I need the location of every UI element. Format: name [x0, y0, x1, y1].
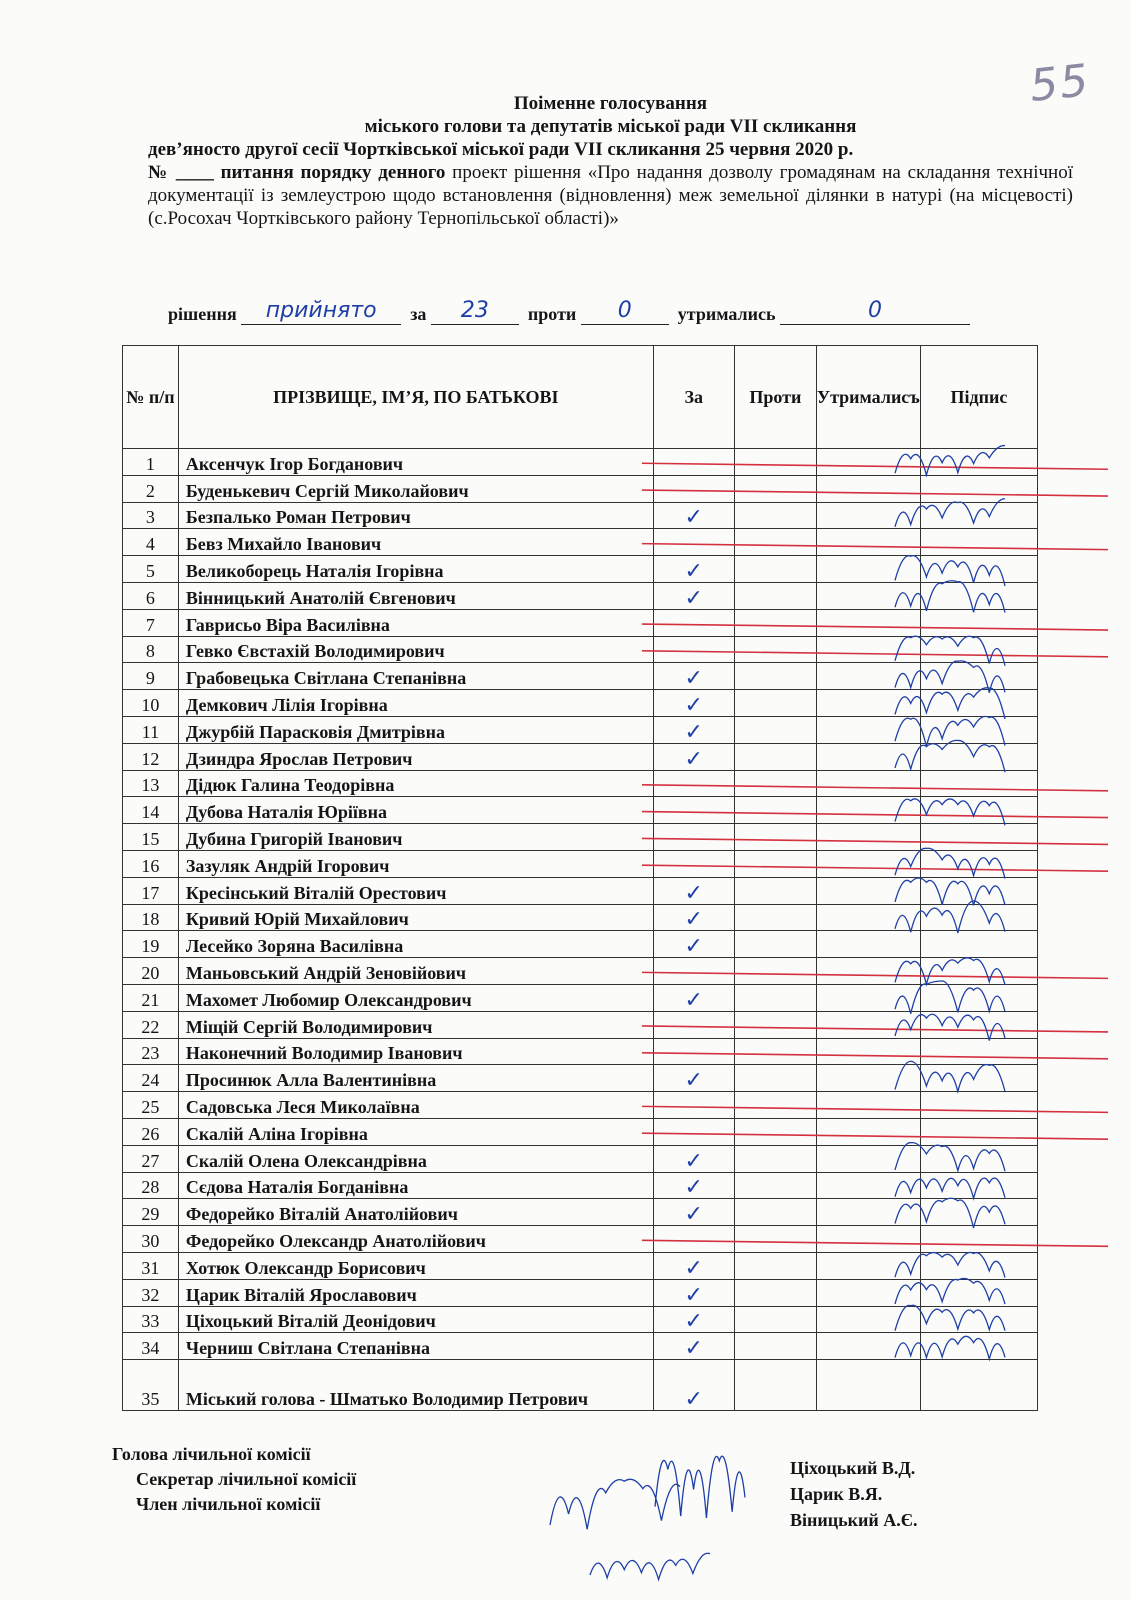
- vote-for-mark: [653, 636, 734, 663]
- signature-cell: [920, 449, 1037, 476]
- member-name: Зазуляк Андрій Ігорович: [178, 850, 653, 877]
- vote-against-cell: [734, 502, 816, 529]
- row-number: 32: [123, 1279, 179, 1306]
- row-number: 33: [123, 1306, 179, 1333]
- vote-abstained-cell: [816, 1065, 920, 1092]
- vote-against-cell: [734, 1145, 816, 1172]
- vote-for-mark: [653, 1038, 734, 1065]
- vote-for-mark: ✓: [653, 984, 734, 1011]
- signature-cell: [920, 850, 1037, 877]
- row-number: 9: [123, 663, 179, 690]
- vote-for-mark: ✓: [653, 1333, 734, 1360]
- table-row: [123, 770, 1038, 797]
- member-name: Скалій Олена Олександрівна: [178, 1145, 653, 1172]
- vote-abstained-cell: [816, 1226, 920, 1253]
- signature-cell: [920, 690, 1037, 717]
- member-name: Махомет Любомир Олександрович: [178, 984, 653, 1011]
- signature-cell: [920, 1172, 1037, 1199]
- abstained-label: утримались: [677, 304, 776, 324]
- table-row: [123, 1306, 1038, 1333]
- signature-cell: [920, 1226, 1037, 1253]
- table-row: [123, 716, 1038, 743]
- vote-against-cell: [734, 556, 816, 583]
- signature-cell: [920, 904, 1037, 931]
- page-number: 55: [1027, 55, 1093, 112]
- row-number: 14: [123, 797, 179, 824]
- heading-agenda-item: [148, 161, 1073, 230]
- row-number: 10: [123, 690, 179, 717]
- vote-for-mark: ✓: [653, 582, 734, 609]
- vote-abstained-cell: [816, 984, 920, 1011]
- vote-for-mark: ✓: [653, 1199, 734, 1226]
- table-row: [123, 529, 1038, 556]
- commission-signature-scribble: [655, 1456, 745, 1518]
- vote-against-cell: [734, 904, 816, 931]
- roll-call-table: [122, 345, 1038, 1411]
- row-number: 20: [123, 958, 179, 985]
- commission-chair-label: Голова лічильної комісії: [112, 1444, 311, 1464]
- commission-chair-name: Ціхоцький В.Д.: [790, 1458, 916, 1478]
- counting-commission: [112, 1442, 356, 1517]
- member-name: Аксенчук Ігор Богданович: [178, 449, 653, 476]
- vote-for-mark: [653, 1011, 734, 1038]
- vote-abstained-cell: [816, 1172, 920, 1199]
- commission-member-label: Член лічильної комісії: [136, 1494, 321, 1514]
- vote-for-mark: ✓: [653, 690, 734, 717]
- vote-against-cell: [734, 1011, 816, 1038]
- commission-names: [790, 1455, 917, 1533]
- signature-cell: [920, 1279, 1037, 1306]
- table-row: [123, 609, 1038, 636]
- member-name: Дубова Наталія Юріївна: [178, 797, 653, 824]
- signature-cell: [920, 529, 1037, 556]
- commission-member-name: Віницький А.Є.: [790, 1510, 918, 1530]
- vote-abstained-cell: [816, 824, 920, 851]
- row-number: 15: [123, 824, 179, 851]
- member-name: Джурбій Парасковія Дмитрівна: [178, 716, 653, 743]
- member-name: Хотюк Олександр Борисович: [178, 1252, 653, 1279]
- vote-abstained-cell: [816, 958, 920, 985]
- commission-secretary-label: Секретар лічильної комісії: [136, 1469, 357, 1489]
- signature-cell: [920, 1011, 1037, 1038]
- vote-abstained-cell: [816, 1092, 920, 1119]
- table-row: [123, 663, 1038, 690]
- vote-against-cell: [734, 475, 816, 502]
- vote-abstained-cell: [816, 743, 920, 770]
- vote-for-mark: [653, 449, 734, 476]
- member-name: Скалій Аліна Ігорівна: [178, 1118, 653, 1145]
- vote-abstained-cell: [816, 1145, 920, 1172]
- row-number: 27: [123, 1145, 179, 1172]
- decision-value: прийнято: [241, 300, 401, 325]
- table-row: [123, 1011, 1038, 1038]
- member-name: Бевз Михайло Іванович: [178, 529, 653, 556]
- signature-cell: [920, 797, 1037, 824]
- vote-for-mark: [653, 529, 734, 556]
- vote-abstained-cell: [816, 582, 920, 609]
- vote-abstained-cell: [816, 663, 920, 690]
- vote-against-cell: [734, 877, 816, 904]
- signature-cell: [920, 1333, 1037, 1360]
- table-row: [123, 690, 1038, 717]
- vote-against-cell: [734, 797, 816, 824]
- heading-line-2: міського голови та депутатів міської ради VII скликання: [364, 116, 857, 137]
- table-row: [123, 797, 1038, 824]
- vote-for-mark: ✓: [653, 556, 734, 583]
- vote-abstained-cell: [816, 690, 920, 717]
- table-row: [123, 984, 1038, 1011]
- vote-against-cell: [734, 1252, 816, 1279]
- table-row: [123, 582, 1038, 609]
- member-name: Демкович Лілія Ігорівна: [178, 690, 653, 717]
- signature-cell: [920, 1252, 1037, 1279]
- vote-against-cell: [734, 850, 816, 877]
- signature-cell: [920, 716, 1037, 743]
- table-header-row: [123, 346, 1038, 449]
- member-name: Лесейко Зоряна Василівна: [178, 931, 653, 958]
- vote-against-cell: [734, 1306, 816, 1333]
- vote-against-cell: [734, 609, 816, 636]
- row-number: 4: [123, 529, 179, 556]
- vote-abstained-cell: [816, 1199, 920, 1226]
- vote-abstained-cell: [816, 850, 920, 877]
- vote-for-mark: [653, 1092, 734, 1119]
- vote-against-cell: [734, 636, 816, 663]
- signature-cell: [920, 582, 1037, 609]
- heading-agenda-prefix: № ____ питання порядку денного: [148, 162, 446, 183]
- signature-cell: [920, 984, 1037, 1011]
- table-row: [123, 743, 1038, 770]
- table-row: [123, 502, 1038, 529]
- vote-abstained-cell: [816, 1011, 920, 1038]
- vote-abstained-cell: [816, 636, 920, 663]
- vote-against-cell: [734, 582, 816, 609]
- signature-cell: [920, 770, 1037, 797]
- signature-cell: [920, 1360, 1037, 1411]
- member-name: Дідюк Галина Теодорівна: [178, 770, 653, 797]
- vote-for-mark: ✓: [653, 1360, 734, 1411]
- table-row: [123, 850, 1038, 877]
- table-row: [123, 904, 1038, 931]
- vote-for-mark: ✓: [653, 1065, 734, 1092]
- signature-cell: [920, 824, 1037, 851]
- member-name: Великоборець Наталія Ігорівна: [178, 556, 653, 583]
- table-row: [123, 1145, 1038, 1172]
- for-count: 23: [431, 300, 519, 325]
- table-row: [123, 1333, 1038, 1360]
- row-number: 5: [123, 556, 179, 583]
- row-number: 24: [123, 1065, 179, 1092]
- vote-against-cell: [734, 931, 816, 958]
- header-against: Проти: [734, 346, 816, 449]
- vote-for-mark: ✓: [653, 716, 734, 743]
- against-count: 0: [581, 300, 669, 325]
- vote-abstained-cell: [816, 609, 920, 636]
- member-name: Вінницький Анатолій Євгенович: [178, 582, 653, 609]
- vote-against-cell: [734, 690, 816, 717]
- vote-for-mark: ✓: [653, 1279, 734, 1306]
- vote-against-cell: [734, 743, 816, 770]
- vote-abstained-cell: [816, 1333, 920, 1360]
- signature-cell: [920, 1145, 1037, 1172]
- vote-against-cell: [734, 529, 816, 556]
- row-number: 26: [123, 1118, 179, 1145]
- row-number: 11: [123, 716, 179, 743]
- vote-for-mark: [653, 609, 734, 636]
- member-name: Просинюк Алла Валентинівна: [178, 1065, 653, 1092]
- vote-abstained-cell: [816, 556, 920, 583]
- vote-abstained-cell: [816, 529, 920, 556]
- row-number: 16: [123, 850, 179, 877]
- vote-against-cell: [734, 770, 816, 797]
- table-row: [123, 1038, 1038, 1065]
- member-name: Гаврисьо Віра Василівна: [178, 609, 653, 636]
- vote-against-cell: [734, 1360, 816, 1411]
- row-number: 19: [123, 931, 179, 958]
- vote-abstained-cell: [816, 1279, 920, 1306]
- against-label: проти: [527, 304, 577, 324]
- row-number: 22: [123, 1011, 179, 1038]
- vote-for-mark: [653, 797, 734, 824]
- table-row: [123, 1118, 1038, 1145]
- vote-for-mark: [653, 824, 734, 851]
- commission-signature-scribble: [550, 1479, 680, 1529]
- signature-cell: [920, 1306, 1037, 1333]
- header-abstained: Утрималисъ: [816, 346, 920, 449]
- vote-against-cell: [734, 958, 816, 985]
- vote-abstained-cell: [816, 1306, 920, 1333]
- member-name: Безпалько Роман Петрович: [178, 502, 653, 529]
- vote-against-cell: [734, 1065, 816, 1092]
- row-number: 1: [123, 449, 179, 476]
- vote-abstained-cell: [816, 1118, 920, 1145]
- signature-cell: [920, 609, 1037, 636]
- row-number: 21: [123, 984, 179, 1011]
- row-number: 8: [123, 636, 179, 663]
- vote-abstained-cell: [816, 1038, 920, 1065]
- row-number: 25: [123, 1092, 179, 1119]
- heading-line-1: Поіменне голосування: [513, 93, 708, 114]
- signature-cell: [920, 475, 1037, 502]
- table-row: [123, 877, 1038, 904]
- heading-line-3: дев’яносто другої сесії Чортківської міської ради VII скликання 25 червня 2020 р.: [148, 139, 854, 160]
- header-num: № п/п: [123, 346, 179, 449]
- table-row: [123, 1252, 1038, 1279]
- row-number: 13: [123, 770, 179, 797]
- header-signature: Підпис: [920, 346, 1037, 449]
- abstained-count: 0: [780, 300, 970, 325]
- member-name: Царик Віталій Ярославович: [178, 1279, 653, 1306]
- member-name: Гевко Євстахій Володимирович: [178, 636, 653, 663]
- vote-against-cell: [734, 1172, 816, 1199]
- row-number: 34: [123, 1333, 179, 1360]
- row-number: 29: [123, 1199, 179, 1226]
- for-label: за: [410, 304, 427, 324]
- member-name: Ціхоцький Віталій Деонідович: [178, 1306, 653, 1333]
- vote-for-mark: ✓: [653, 663, 734, 690]
- member-name: Дзиндра Ярослав Петрович: [178, 743, 653, 770]
- signature-cell: [920, 1065, 1037, 1092]
- vote-against-cell: [734, 1199, 816, 1226]
- commission-signature-scribble: [590, 1553, 710, 1579]
- vote-against-cell: [734, 984, 816, 1011]
- row-number: 28: [123, 1172, 179, 1199]
- vote-against-cell: [734, 449, 816, 476]
- signature-cell: [920, 1118, 1037, 1145]
- member-name: Міщій Сергій Володимирович: [178, 1011, 653, 1038]
- row-number: 2: [123, 475, 179, 502]
- member-name: Грабовецька Світлана Степанівна: [178, 663, 653, 690]
- vote-against-cell: [734, 824, 816, 851]
- member-name: Міський голова - Шматько Володимир Петрович: [178, 1360, 653, 1411]
- row-number: 23: [123, 1038, 179, 1065]
- table-row: [123, 1279, 1038, 1306]
- vote-against-cell: [734, 663, 816, 690]
- row-number: 18: [123, 904, 179, 931]
- vote-for-mark: ✓: [653, 1306, 734, 1333]
- table-row: [123, 636, 1038, 663]
- heading-agenda-text: проект рішення «Про надання дозволу громадянам на складання технічної документації із землеустрою щодо встановлення (відновлення) меж земельної ділянки в натурі (на місцевості) (с.Росохач Чортківського району Тернопільської області)»: [148, 162, 1074, 229]
- commission-secretary-name: Царик В.Я.: [790, 1484, 883, 1504]
- signature-cell: [920, 502, 1037, 529]
- member-name: Маньовський Андрій Зеновійович: [178, 958, 653, 985]
- table-row: [123, 1199, 1038, 1226]
- vote-abstained-cell: [816, 931, 920, 958]
- vote-for-mark: ✓: [653, 743, 734, 770]
- vote-abstained-cell: [816, 475, 920, 502]
- vote-for-mark: ✓: [653, 502, 734, 529]
- vote-for-mark: ✓: [653, 877, 734, 904]
- table-row: [123, 1226, 1038, 1253]
- vote-abstained-cell: [816, 904, 920, 931]
- vote-abstained-cell: [816, 877, 920, 904]
- signature-cell: [920, 1092, 1037, 1119]
- vote-for-mark: [653, 1226, 734, 1253]
- vote-abstained-cell: [816, 449, 920, 476]
- signature-cell: [920, 556, 1037, 583]
- decision-label: рішення: [168, 304, 237, 324]
- vote-for-mark: ✓: [653, 1252, 734, 1279]
- table-row: [123, 1092, 1038, 1119]
- row-number: 35: [123, 1360, 179, 1411]
- vote-against-cell: [734, 1038, 816, 1065]
- row-number: 7: [123, 609, 179, 636]
- vote-for-mark: [653, 958, 734, 985]
- header-name: ПРІЗВИЩЕ, ІМ’Я, ПО БАТЬКОВІ: [178, 346, 653, 449]
- member-name: Черниш Світлана Степанівна: [178, 1333, 653, 1360]
- signature-cell: [920, 636, 1037, 663]
- row-number: 3: [123, 502, 179, 529]
- document-heading: [148, 92, 1073, 230]
- vote-against-cell: [734, 1226, 816, 1253]
- member-name: Кресінський Віталій Орестович: [178, 877, 653, 904]
- signature-cell: [920, 877, 1037, 904]
- vote-abstained-cell: [816, 716, 920, 743]
- member-name: Буденькевич Сергій Миколайович: [178, 475, 653, 502]
- vote-for-mark: [653, 770, 734, 797]
- signature-cell: [920, 931, 1037, 958]
- table-row: [123, 824, 1038, 851]
- member-name: Федорейко Олександр Анатолійович: [178, 1226, 653, 1253]
- member-name: Сєдова Наталія Богданівна: [178, 1172, 653, 1199]
- vote-for-mark: ✓: [653, 1145, 734, 1172]
- vote-for-mark: [653, 850, 734, 877]
- member-name: Садовська Леся Миколаївна: [178, 1092, 653, 1119]
- vote-against-cell: [734, 1118, 816, 1145]
- vote-for-mark: [653, 475, 734, 502]
- header-for: За: [653, 346, 734, 449]
- member-name: Дубина Григорій Іванович: [178, 824, 653, 851]
- vote-for-mark: ✓: [653, 1172, 734, 1199]
- vote-for-mark: ✓: [653, 931, 734, 958]
- vote-for-mark: ✓: [653, 904, 734, 931]
- table-row: [123, 931, 1038, 958]
- table-row: [123, 958, 1038, 985]
- vote-against-cell: [734, 1279, 816, 1306]
- vote-abstained-cell: [816, 797, 920, 824]
- vote-abstained-cell: [816, 1252, 920, 1279]
- table-row: [123, 1065, 1038, 1092]
- table-row: [123, 475, 1038, 502]
- row-number: 12: [123, 743, 179, 770]
- table-row: [123, 556, 1038, 583]
- signature-cell: [920, 743, 1037, 770]
- member-name: Федорейко Віталій Анатолійович: [178, 1199, 653, 1226]
- vote-against-cell: [734, 1092, 816, 1119]
- row-number: 6: [123, 582, 179, 609]
- row-number: 30: [123, 1226, 179, 1253]
- decision-summary: [168, 300, 1048, 325]
- member-name: Наконечний Володимир Іванович: [178, 1038, 653, 1065]
- signature-cell: [920, 1038, 1037, 1065]
- signature-cell: [920, 958, 1037, 985]
- vote-abstained-cell: [816, 1360, 920, 1411]
- table-row: [123, 1172, 1038, 1199]
- row-number: 17: [123, 877, 179, 904]
- table-row: [123, 449, 1038, 476]
- vote-against-cell: [734, 716, 816, 743]
- row-number: 31: [123, 1252, 179, 1279]
- vote-abstained-cell: [816, 502, 920, 529]
- vote-abstained-cell: [816, 770, 920, 797]
- vote-against-cell: [734, 1333, 816, 1360]
- vote-for-mark: [653, 1118, 734, 1145]
- signature-cell: [920, 663, 1037, 690]
- table-row: [123, 1360, 1038, 1411]
- member-name: Кривий Юрій Михайлович: [178, 904, 653, 931]
- signature-cell: [920, 1199, 1037, 1226]
